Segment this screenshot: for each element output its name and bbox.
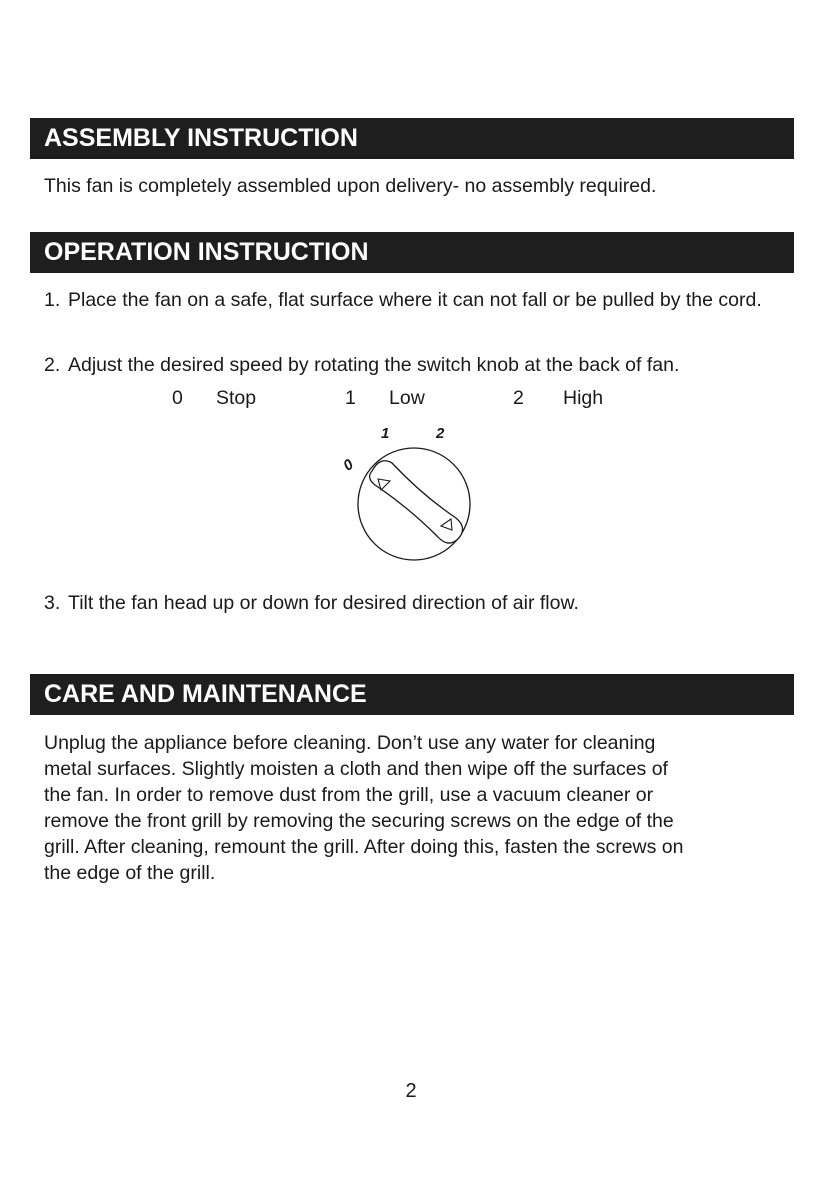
speed-0-value: 0 <box>172 387 183 409</box>
step-number: 3. <box>44 592 61 614</box>
assembly-text: This fan is completely assembled upon delivery- no assembly required. <box>44 175 657 197</box>
assembly-header: ASSEMBLY INSTRUCTION <box>30 118 794 159</box>
care-line: Unplug the appliance before cleaning. Don’t use any water for cleaning <box>44 732 656 754</box>
page-number: 2 <box>405 1080 417 1102</box>
step-number: 1. <box>44 289 61 311</box>
knob-label-0: 0 <box>340 455 357 475</box>
speed-1-value: 1 <box>345 387 356 409</box>
knob-label-2: 2 <box>436 425 445 442</box>
care-text <box>44 730 684 886</box>
care-line: remove the front grill by removing the securing screws on the edge of the <box>44 810 674 832</box>
speed-1-label: Low <box>389 387 425 409</box>
care-line: the fan. In order to remove dust from the grill, use a vacuum cleaner or <box>44 784 654 806</box>
step-number: 2. <box>44 354 61 376</box>
knob-label-1: 1 <box>381 425 390 442</box>
speed-0-label: Stop <box>216 387 257 409</box>
care-header: CARE AND MAINTENANCE <box>30 674 794 715</box>
operation-step-2 <box>44 352 784 378</box>
operation-step-1 <box>44 287 784 313</box>
speed-2-label: High <box>563 387 604 409</box>
operation-header: OPERATION INSTRUCTION <box>30 232 794 273</box>
operation-step-3 <box>44 590 784 616</box>
care-line: the edge of the grill. <box>44 862 216 884</box>
step-text: Place the fan on a safe, flat surface where it can not fall or be pulled by the cord. <box>68 289 762 311</box>
care-line: metal surfaces. Slightly moisten a cloth and then wipe off the surfaces of <box>44 758 668 780</box>
step-text: Adjust the desired speed by rotating the switch knob at the back of fan. <box>68 354 680 376</box>
knob-handle <box>370 461 463 543</box>
care-line: grill. After cleaning, remount the grill. After doing this, fasten the screws on <box>44 836 684 858</box>
step-text: Tilt the fan head up or down for desired direction of air flow. <box>68 592 579 614</box>
speed-2-value: 2 <box>513 387 524 409</box>
switch-knob-diagram <box>330 420 490 570</box>
